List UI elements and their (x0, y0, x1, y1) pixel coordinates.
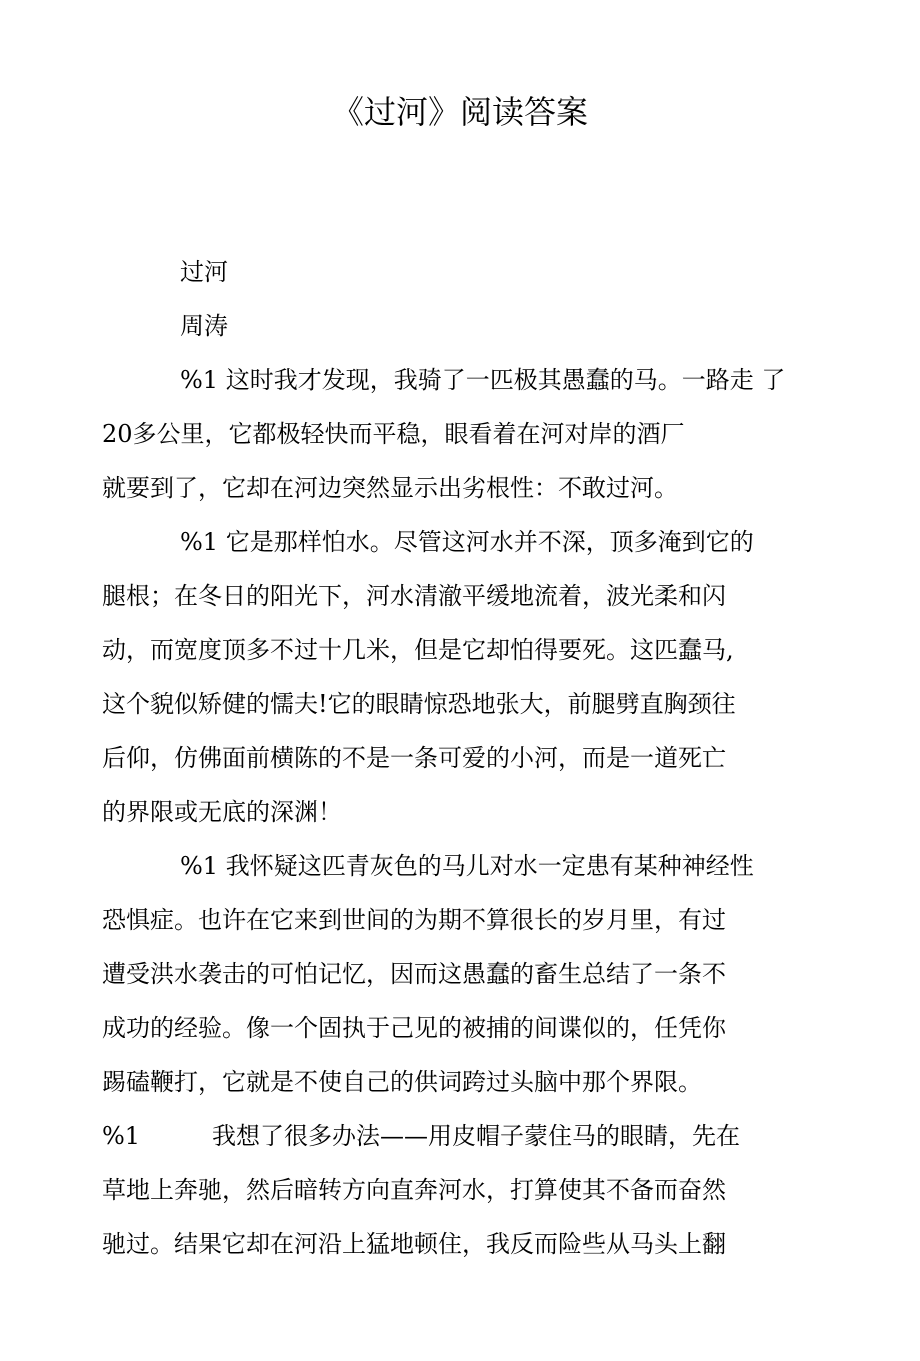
paragraph-3-line-5: 踢磕鞭打，它就是不使自己的供词跨过头脑中那个界限。 (102, 1068, 702, 1096)
paragraph-2-line-3: 动，而宽度顶多不过十几米，但是它却怕得要死。这匹蠢马, (102, 636, 734, 664)
paragraph-4-line-2: 草地上奔驰，然后暗转方向直奔河水，打算使其不备而奋然 (102, 1176, 726, 1204)
paragraph-4-marker: %1 (102, 1122, 141, 1150)
paragraph-3-line-3: 遭受洪水袭击的可怕记忆，因而这愚蠢的畜生总结了一条不 (102, 960, 726, 988)
paragraph-1-line-3: 就要到了，它却在河边突然显示出劣根性：不敢过河。 (102, 474, 678, 502)
paragraph-2-line-6: 的界限或无底的深渊！ (102, 798, 342, 826)
paragraph-1-line-2: 20多公里，它都极轻快而平稳，眼看着在河对岸的酒厂 (102, 420, 685, 448)
paragraph-4-line-1: 我想了很多办法——用皮帽子蒙住马的眼睛，先在 (212, 1122, 740, 1150)
document-title: 《过河》阅读答案 (331, 93, 588, 131)
paragraph-3-line-2: 恐惧症。也许在它来到世间的为期不算很长的岁月里，有过 (102, 906, 726, 934)
author-name: 周涛 (180, 312, 228, 340)
paragraph-3-line-1: %1 我怀疑这匹青灰色的马儿对水一定患有某种神经性 (180, 852, 754, 880)
paragraph-1-line-1: %1 这时我才发现，我骑了一匹极其愚蠢的马。一路走 了 (180, 366, 786, 394)
paragraph-3-line-4: 成功的经验。像一个固执于己见的被捕的间谍似的，任凭你 (102, 1014, 726, 1042)
paragraph-2-line-5: 后仰，仿佛面前横陈的不是一条可爱的小河，而是一道死亡 (102, 744, 726, 772)
article-title: 过河 (180, 258, 228, 286)
paragraph-2-line-1: %1 它是那样怕水。尽管这河水并不深，顶多淹到它的 (180, 528, 754, 556)
paragraph-2-line-2: 腿根；在冬日的阳光下，河水清澈平缓地流着，波光柔和闪 (102, 582, 726, 610)
paragraph-2-line-4: 这个貌似矫健的懦夫!它的眼睛惊恐地张大，前腿劈直胸颈往 (102, 690, 736, 718)
paragraph-4-line-3: 驰过。结果它却在河沿上猛地顿住，我反而险些从马头上翻 (102, 1230, 726, 1258)
